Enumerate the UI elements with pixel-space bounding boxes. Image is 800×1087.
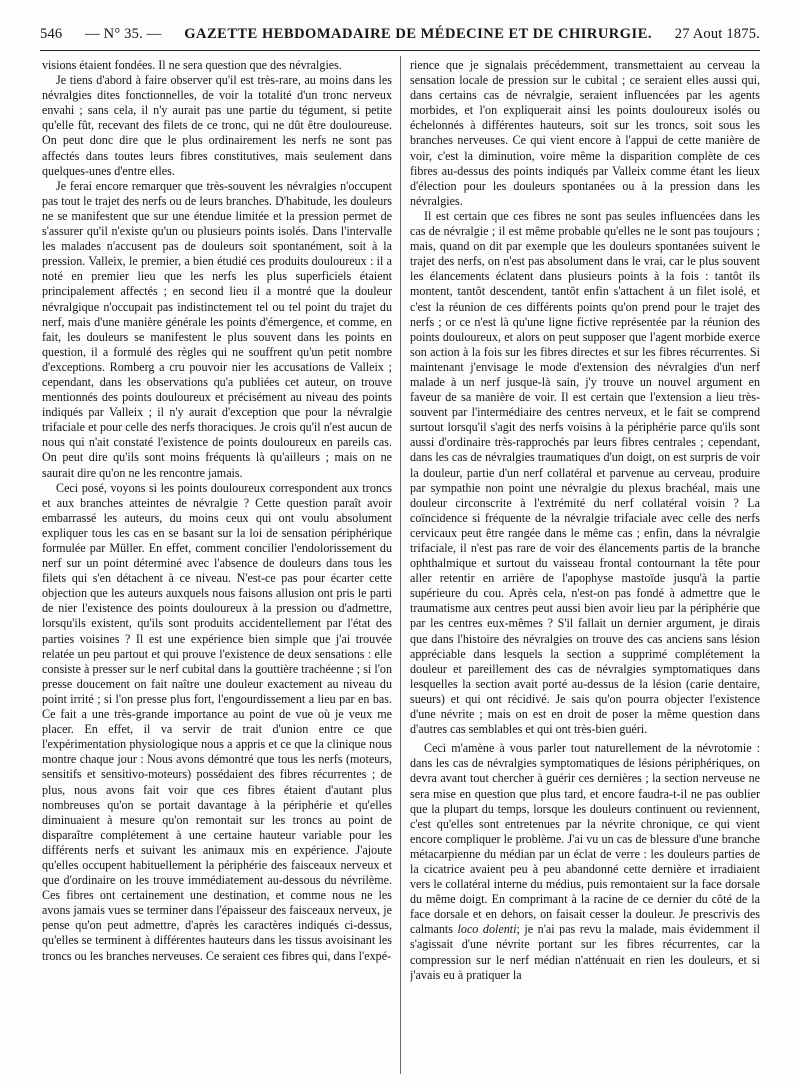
paragraph-text: Ceci m'amène à vous parler tout naturellement de la névrotomie : dans les cas de névralgies symptomatiques de lésions périphériques, on devra avant tout chercher à guérir ces dernières ; la section nerveuse ne sera mise en question que plus tard, et encore faudra-t-il ne pas oublier que la plupart du temps, lorsque les douleurs continuent ou reviennent, c'est qu'elles sont entretenues par la névrite chronique, ce qui vient encore compliquer le problème. J'ai vu un cas de blessure d'une branche métacarpienne du médian par un éclat de verre : les douleurs parties de la cicatrice avaient peu à peu abandonné cette dernière et irradiaient vers le collatéral interne du médius, puis remontaient sur la face dorsale du même doigt. En comprimant à la racine de ce dernier du côté de la face dorsale et en dehors, on faisait cesser la douleur. Je prescrivis des calmants <box>410 741 760 937</box>
journal-title: GAZETTE HEBDOMADAIRE DE MÉDECINE ET DE CHIRURGIE. <box>184 26 652 42</box>
header-rule <box>40 50 760 51</box>
issue-number: — N° 35. — <box>85 26 162 42</box>
paragraph: Il est certain que ces fibres ne sont pas seules influencées dans les cas de névralgie ; il est même probable qu'elles ne le sont pas toujours ; mais, quand on dit par exemple que les douleurs spontanées suivent le trajet des nerfs, on n'est pas absolument dans le vrai, car le plus souvent les élancements éclatent dans plusieurs points à la fois : tantôt ils montent, tantôt descendent, tantôt enfin s'attachent à un filet isolé, et c'est la réunion de ces différents points qu'on prend pour le trajet des nerfs ; or ce n'est là qu'une ligne fictive représentée par la réunion des points douloureux, et alors on peut supposer que l'agent morbide exerce son action à la fois sur les fibres directes et sur les fibres récurrentes. Si maintenant j'envisage le mode d'extension des névralgies d'un nerf malade à un nerf jusque-là sain, j'y trouve un nouvel argument en faveur de sa manière de voir. Il est certain que l'extension a lieu très-souvent par l'intermédiaire des centres nerveux, et le fait se comprend surtout lorsqu'il s'agit des nerfs voisins à la périphérie parce qu'ils sont aussi d'ordinaire très-rapprochés par leurs fibres centrales ; cependant, dans les cas de névralgies traumatiques d'un doigt, on est surpris de voir la douleur, partie d'un nerf collatéral et parvenue au cerveau, produire par sympathie non point une névralgie du plexus brachéal, mais une douleur circonscrite à l'extrémité du nerf collatéral voisin ? La coïncidence si fréquente de la névralgie trifaciale avec celle des nerfs cervicaux peut être rangée dans le même cas ; enfin, dans la névralgie trifaciale, il n'est pas rare de voir des élancements partis de la branche ophthalmique et surtout du vaisseau frontal contournant la tête pour aller retentir en arrière de l'apophyse mastoïde jusqu'à la partie supérieure du cou. Après cela, n'est-on pas fondé à admettre que le traumatisme aux centres peut aussi bien avoir lieu par la périphérie que par les centres eux-mêmes ? S'il fallait un dernier argument, je dirais que dans l'histoire des névralgies on trouve des cas anciens sans lésion appréciable dans lesquels la section a supprimé complétement la douleur et pareillement des cas de névralgies symptomatiques dans lesquelles la section avait porté au-dessus de la lésion (carie dentaire, sueurs) et qui ont récidivé. Je sais qu'on pourra objecter l'existence d'une névrite ; mais on est en droit de poser la même question dans d'autres cas semblables et qui ont très-bien guéri. <box>410 208 760 737</box>
left-column <box>42 58 392 1073</box>
latin-phrase: loco dolenti <box>457 922 517 937</box>
page-number: 546 <box>40 26 63 42</box>
paragraph <box>410 741 760 983</box>
paragraph-text: ; je n'ai pas revu la malade, mais évidemment il s'agissait d'une névrite portant sur les fibres récurrentes, car la compression sur le nerf médian n'atténuait en rien les douleurs, et si j'avais eu à pratiquer la <box>410 922 760 982</box>
paragraph: rience que je signalais précédemment, transmettaient au cerveau la sensation locale de pression sur le cubital ; ce seraient elles aussi qui, dans certains cas de névralgie, seraient influencées par les agents morbides, et l'on expliquerait ainsi les points douloureux isolés ou échelonnés à différentes hauteurs, soit sur les troncs, soit sous les branches nerveuses. Ce qui vient encore à l'appui de cette manière de voir, c'est la diminution, voire même la disparition complète de ces fibres au-dessus des points indiqués par Valleix comme étant les lieux d'élection pour les douleurs spontanées ou à la pression dans les névralgies. <box>410 58 760 208</box>
issue-date: 27 Aout 1875. <box>674 26 760 42</box>
paragraph: visions étaient fondées. Il ne sera question que des névralgies. <box>42 58 342 72</box>
paragraph: Ceci posé, voyons si les points douloureux correspondent aux troncs et aux branches atteintes de névralgie ? Cette question paraît avoir embarrassé les auteurs, du moins ceux qui ont voulu absolument expliquer tous les cas en se basant sur la loi de sensation périphérique formulée par Müller. En effet, comment concilier l'endolorissement du nerf sur un point déterminé avec l'absence de douleurs dans tous les filets qui s'en détachent à ce niveau. N'est-ce pas pour écarter cette objection que les auteurs auxquels nous faisons allusion ont pris le parti de nier l'existence des points douloureux à la pression ou d'admettre, lorsqu'ils existent, qu'ils sont produits accidentellement par l'état des parties voisines ? Il est une expérience bien simple que j'ai trouvée relatée un peu partout et qui prouve l'existence de deux sensations : elle consiste à presser sur le nerf cubital dans la gouttière trachéenne ; si l'on presse doucement on fait naître une douleur exactement au niveau du point irrité ; si l'on presse plus fort, l'engourdissement a lieu par en bas. Ce fait a une très-grande importance au point de vue où je veux me placer. En effet, il va servir de trait d'union entre ce que l'expérimentation physiologique nous a appris et ce que la clinique nous montre chaque jour : Nous avons démontré que tous les nerfs (moteurs, sensitifs et sensitivo-moteurs) possédaient des fibres récurrentes ; de plus, nous avons fait voir que ces fibres étaient d'autant plus nombreuses qu'on se portait davantage à la périphérie et qu'elles diminuaient à mesure qu'on remontait sur les troncs au point de disparaître complétement à une certaine hauteur variable pour les différents nerfs et suivant les animaux mis en expérience. J'ajoute qu'elles occupent habituellement la périphérie des faisceaux nerveux et que d'ordinaire on les trouve immédiatement au-dessous du névrilème. Ces fibres ont certainement une destination, et comme nous ne les avons jamais vues se terminer dans l'épaisseur des faisceaux nerveux, je pense qu'on peut admettre, d'après les caractères indiqués ci-dessus, qu'elles se terminent à différentes hauteurs dans les tissus avoisinant les troncs ou les branches nerveuses. Ce seraient ces fibres qui, dans l'expé- <box>42 480 392 963</box>
right-column <box>410 58 760 1073</box>
column-divider <box>400 56 401 1074</box>
page-header <box>40 26 760 48</box>
paragraph: Je ferai encore remarquer que très-souvent les névralgies n'occupent pas tout le trajet des nerfs ou de leurs branches. D'habitude, les douleurs ne se manifestent que sur une étendue limitée et la pression permet de s'assurer qu'il n'existe qu'un ou plusieurs points isolés. Dans l'intervalle les malades n'accusent pas de douleurs soit spontanément, soit à la pression. Valleix, le premier, a bien étudié ces produits douloureux : il a noté en premier lieu que les nerfs les plus superficiels étaient principalement affectés ; en second lieu il a montré que la douleur névralgique n'occupait pas indistinctement tel ou tel point du trajet du nerf, mais d'une manière générale les points d'émergence, et comme, en fait, les douleurs se manifestent le plus souvent dans les points en question, il a formulé des règles qui ne souffrent qu'un petit nombre d'exceptions. Romberg a cru pouvoir nier les accusations de Valleix ; cependant, dans les observations qu'a publiées cet auteur, on trouve mentionnés des points douloureux et précisément au niveau des points indiqués par Valleix ; il n'y aurait d'exception que pour la névralgie trifaciale et pour celle des nerfs thoraciques. Je crois qu'il n'est aucun de nous qui n'ait constaté l'existence de points douloureux en pareils cas. On peut dire qu'ils sont moins fréquents là qu'ailleurs ; mais on ne saurait dire qu'on ne les rencontre jamais. <box>42 178 392 480</box>
paragraph: Je tiens d'abord à faire observer qu'il est très-rare, au moins dans les névralgies dites fonctionnelles, de voir la totalité d'un tronc nerveux envahi ; sans cela, il n'y aurait pas une partie du tégument, si petite qu'elle fût, recevant des filets de ce tronc, qui ne dût être douloureuse. On peut donc dire que le plus ordinairement les nerfs ne sont pas affectés dans toutes leurs fibres constitutives, mais seulement dans quelques-unes d'entre elles. <box>42 73 392 178</box>
